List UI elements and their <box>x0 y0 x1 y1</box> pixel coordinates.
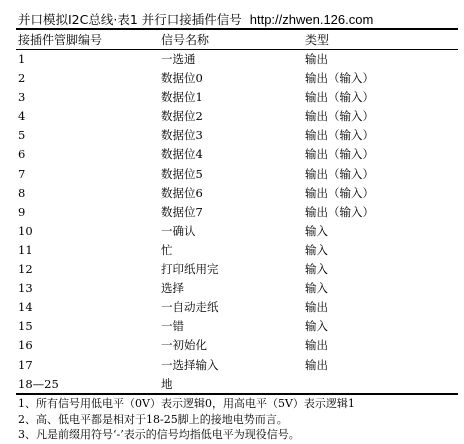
footnotes <box>18 396 355 443</box>
signal-name-cell: 数据位5 <box>161 166 203 181</box>
footnote-line: 1、所有信号用低电平（0V）表示逻辑0，用高电平（5V）表示逻辑1 <box>18 397 355 410</box>
table-row <box>0 69 464 88</box>
footnote-line: 2、高、低电平都是相对于18-25脚上的接地电势而言。 <box>18 412 288 426</box>
column-header-signal-name: 信号名称 <box>161 33 210 47</box>
signal-table-body <box>0 50 464 394</box>
signal-name-cell: 打印纸用完 <box>161 262 219 277</box>
signal-name-cell: 数据位3 <box>161 128 203 143</box>
type-cell: 输入 <box>305 262 328 277</box>
type-cell: 输出（输入） <box>305 204 374 219</box>
signal-name-cell: 数据位2 <box>161 109 203 124</box>
signal-name-cell: 数据位0 <box>161 71 203 86</box>
title-url: http://zhwen.126.com <box>249 12 374 27</box>
pin-cell: 16 <box>18 338 33 353</box>
table-row <box>0 222 464 241</box>
footnote-line: 3、凡是前缀用符号‘-’表示的信号均指低电平为现役信号。 <box>18 428 300 441</box>
type-cell: 输出 <box>305 357 328 372</box>
table-row <box>0 317 464 336</box>
type-cell: 输入 <box>305 242 328 257</box>
table-row <box>0 260 464 279</box>
pin-cell: 8 <box>18 185 26 200</box>
type-cell: 输入 <box>305 319 328 334</box>
signal-name-cell: 忙 <box>161 242 173 257</box>
pin-cell: 15 <box>18 319 33 334</box>
pin-cell: 9 <box>18 204 26 219</box>
type-cell: 输出（输入） <box>305 128 374 143</box>
table-row <box>0 241 464 260</box>
pin-cell: 11 <box>18 242 33 257</box>
table-row <box>0 50 464 69</box>
type-cell: 输出（输入） <box>305 185 374 200</box>
type-cell: 输出 <box>305 300 328 315</box>
signal-name-cell: 数据位7 <box>161 204 203 219</box>
table-bottom-rule <box>16 393 458 395</box>
signal-name-cell: 一错 <box>161 319 184 334</box>
document-title <box>18 10 373 28</box>
signal-name-cell: 一自动走纸 <box>161 300 219 315</box>
type-cell: 输出（输入） <box>305 147 374 162</box>
pin-cell: 13 <box>18 281 33 296</box>
table-row <box>0 203 464 222</box>
table-row <box>0 279 464 298</box>
signal-name-cell: 一选择输入 <box>161 357 219 372</box>
pin-cell: 3 <box>18 90 26 105</box>
signal-name-cell: 一确认 <box>161 223 196 238</box>
type-cell: 输出（输入） <box>305 71 374 86</box>
type-cell: 输出（输入） <box>305 166 374 181</box>
type-cell: 输出 <box>305 52 328 66</box>
table-row <box>0 336 464 355</box>
signal-name-cell: 数据位6 <box>161 185 203 200</box>
title-text: 并口模拟I2C总线·表1 并行口接插件信号 <box>18 12 242 27</box>
table-row <box>0 375 464 394</box>
signal-name-cell: 选择 <box>161 281 184 296</box>
table-row <box>0 88 464 107</box>
table-row <box>0 145 464 164</box>
type-cell: 输出（输入） <box>305 109 374 124</box>
type-cell: 输入 <box>305 281 328 296</box>
table-row <box>0 107 464 126</box>
type-cell: 输出 <box>305 338 328 353</box>
pin-cell: 7 <box>18 166 26 181</box>
signal-name-cell: 一初始化 <box>161 338 207 353</box>
column-header-type: 类型 <box>305 33 330 47</box>
signal-name-cell: 数据位4 <box>161 147 203 162</box>
table-row <box>0 165 464 184</box>
pin-cell: 1 <box>18 52 26 66</box>
pin-cell: 6 <box>18 147 26 162</box>
pin-cell: 17 <box>18 357 33 372</box>
table-row <box>0 298 464 317</box>
pin-cell: 4 <box>18 109 26 124</box>
pin-cell: 10 <box>18 223 33 238</box>
pin-cell: 2 <box>18 71 26 86</box>
signal-name-cell: 数据位1 <box>161 90 203 105</box>
pin-cell: 5 <box>18 128 26 143</box>
signal-name-cell: 一选通 <box>161 52 196 66</box>
column-header-pin: 接插件管脚编号 <box>18 33 103 47</box>
table-row <box>0 184 464 203</box>
table-row <box>0 356 464 375</box>
table-row <box>0 126 464 145</box>
type-cell: 输入 <box>305 223 328 238</box>
pin-cell: 12 <box>18 262 33 277</box>
pin-cell: 18—25 <box>18 376 59 391</box>
type-cell: 输出（输入） <box>305 90 374 105</box>
signal-name-cell: 地 <box>161 376 173 391</box>
pin-cell: 14 <box>18 300 33 315</box>
table-top-rule <box>16 28 458 30</box>
